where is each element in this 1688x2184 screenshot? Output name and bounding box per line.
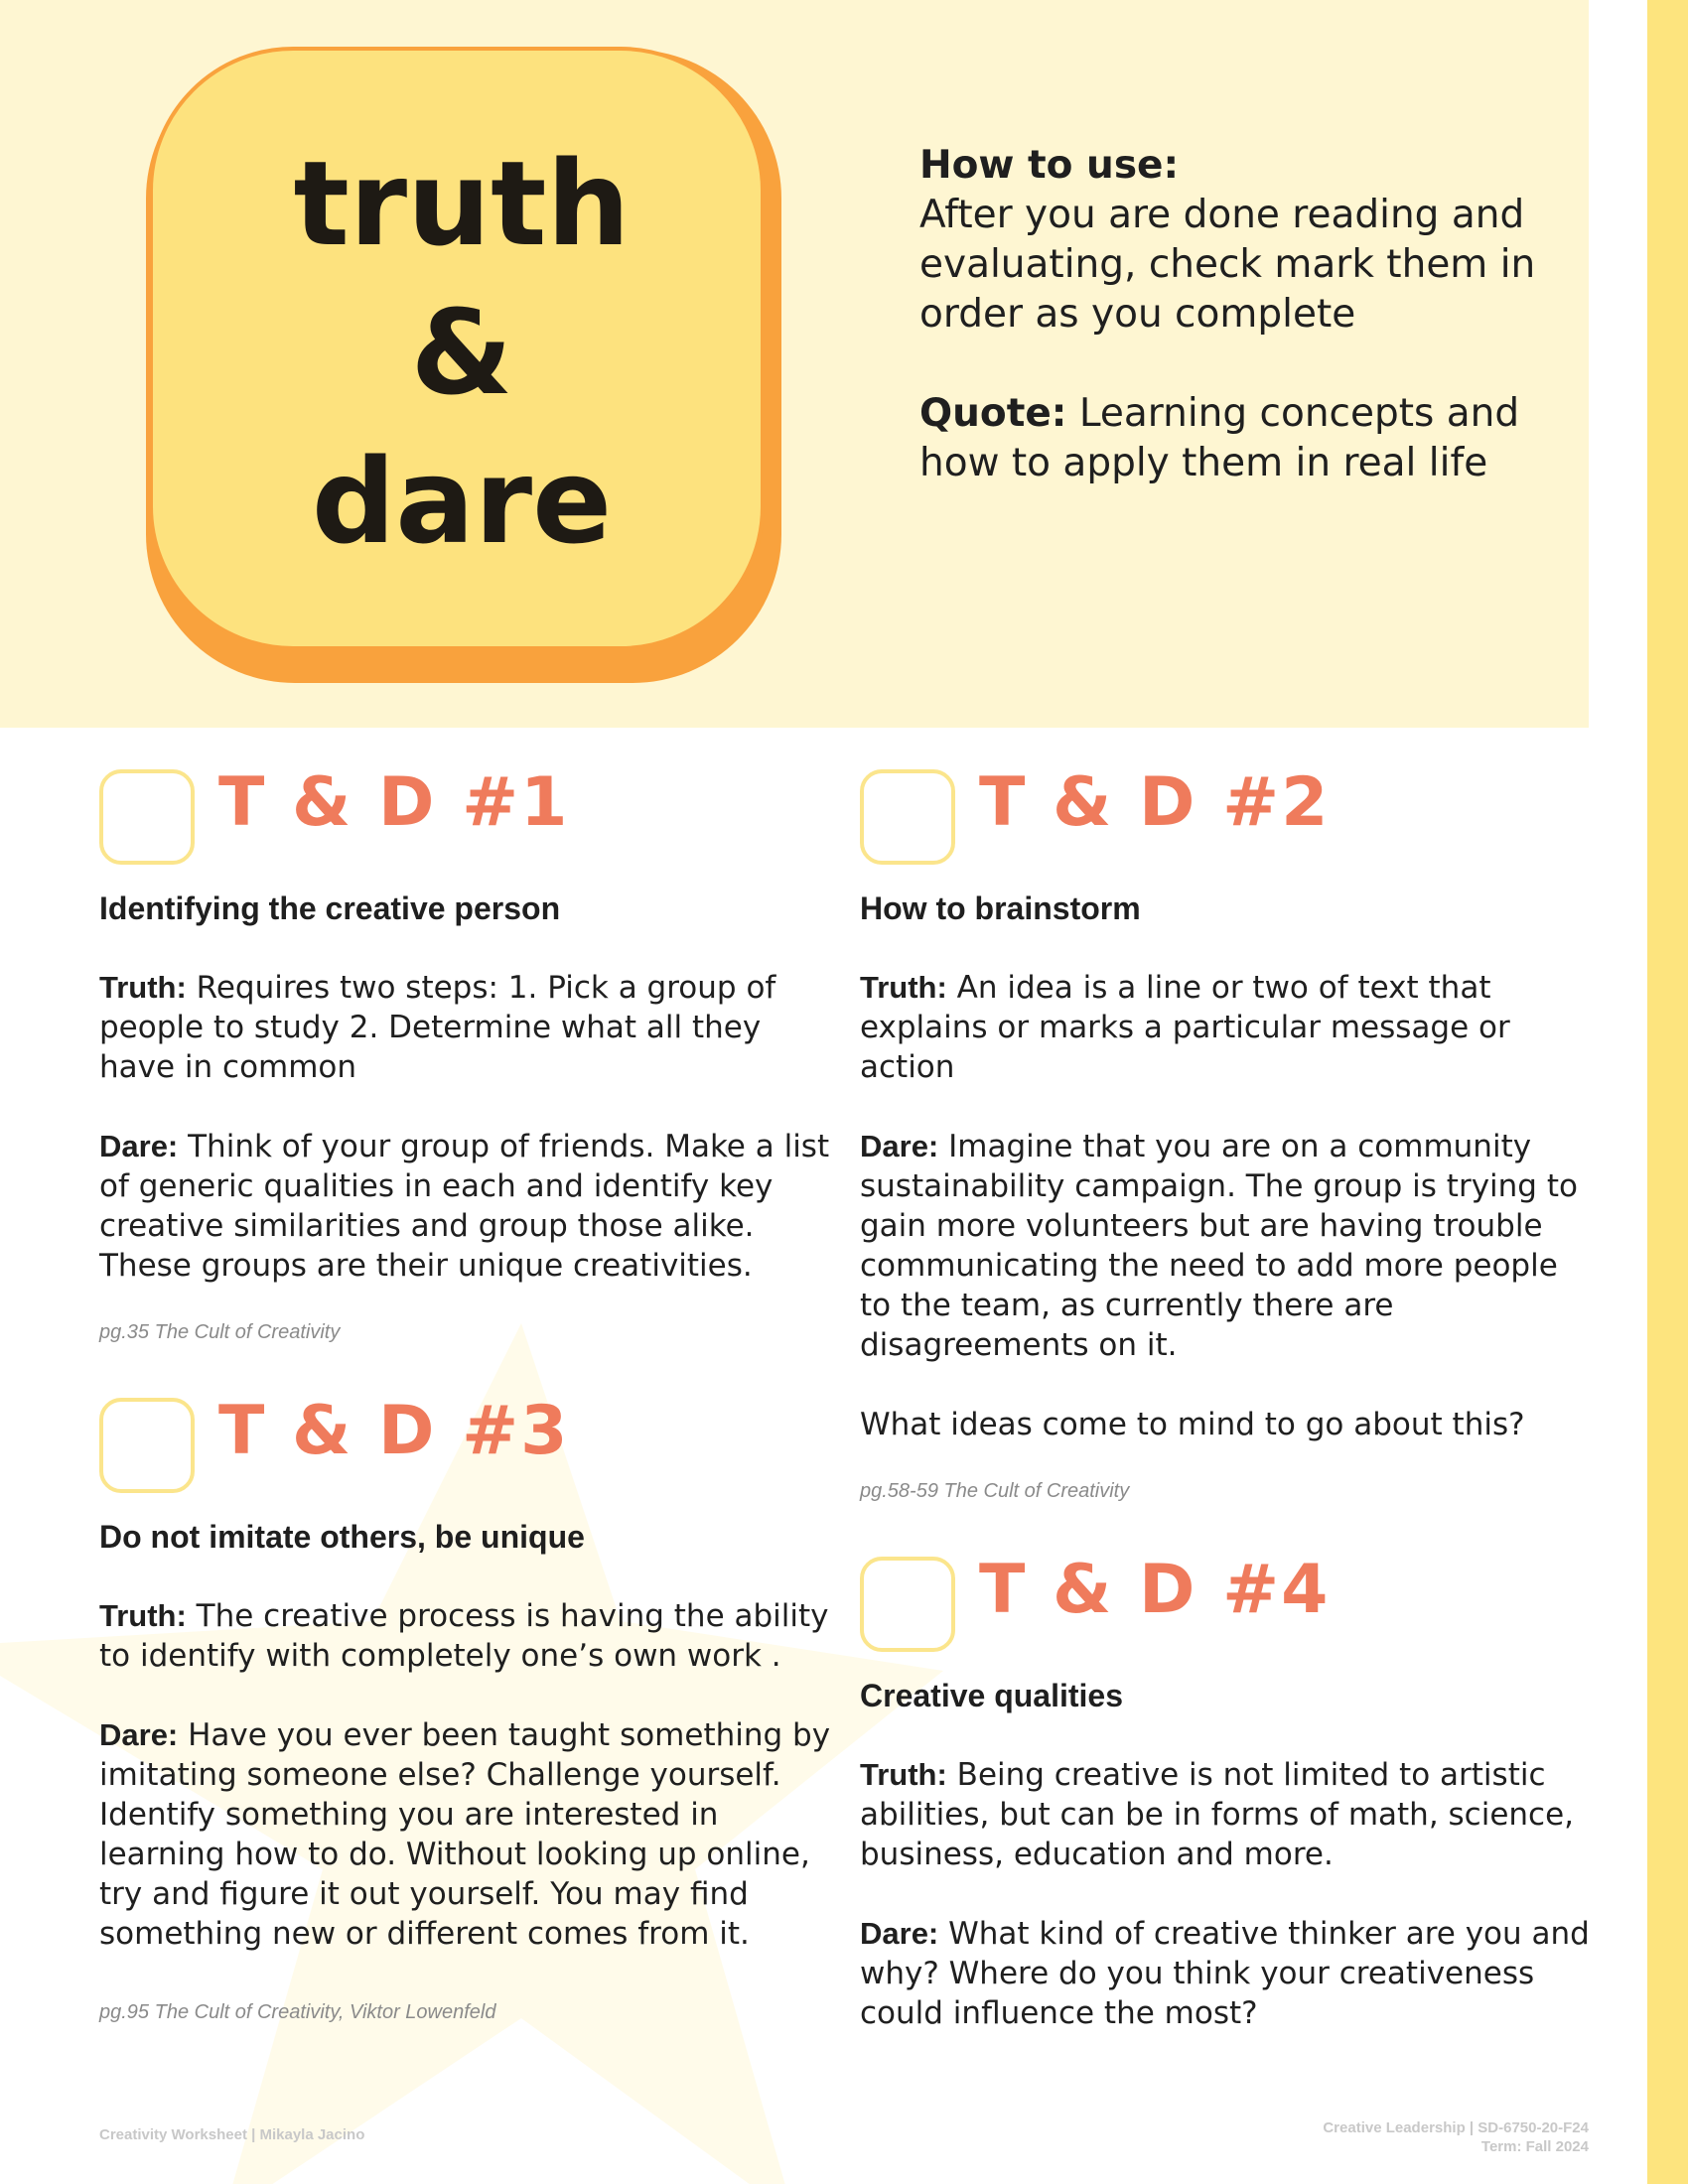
- truth-paragraph: [860, 1755, 1590, 1874]
- checkbox-td-1[interactable]: [99, 769, 195, 865]
- card-td-1: [99, 763, 834, 1344]
- extra-question: What ideas come to mind to go about this?: [860, 1407, 1525, 1442]
- card-td-2: [860, 763, 1590, 1503]
- truth-label: Truth:: [860, 1757, 947, 1792]
- logo-text: [149, 129, 774, 576]
- truth-paragraph: [99, 1596, 834, 1676]
- card-header: [860, 1551, 1590, 1656]
- truth-text: Requires two steps: 1. Pick a group of people to study 2. Determine what all they have in common: [99, 970, 776, 1085]
- source-citation: pg.35 The Cult of Creativity: [99, 1321, 341, 1343]
- dare-paragraph: [99, 1127, 834, 1286]
- card-title: T & D #2: [979, 763, 1331, 842]
- quote-text: Learning concepts and how to apply them in real life: [919, 391, 1520, 485]
- truth-text: An idea is a line or two of text that explains or marks a particular message or action: [860, 970, 1510, 1085]
- how-to-use-block: [919, 141, 1575, 538]
- dare-paragraph: [860, 1127, 1590, 1365]
- footer-left: Creativity Worksheet | Mikayla Jacino: [99, 2126, 365, 2143]
- dare-label: Dare:: [860, 1129, 939, 1163]
- footer-course: Creative Leadership | SD-6750-20-F24: [1323, 2119, 1589, 2136]
- how-to-use-text: After you are done reading and evaluating, check mark them in order as you complete: [919, 193, 1536, 337]
- card-subtitle: Do not imitate others, be unique: [99, 1519, 585, 1555]
- card-subtitle: Identifying the creative person: [99, 890, 561, 926]
- logo-line-truth: truth: [293, 135, 631, 272]
- footer-right: [1323, 2118, 1589, 2156]
- truth-text: The creative process is having the ability to identify with completely one’s own work .: [99, 1598, 829, 1674]
- dare-text: What kind of creative thinker are you and why? Where do you think your creativeness could influence the most?: [860, 1916, 1590, 2031]
- quote-paragraph: [919, 389, 1575, 488]
- checkbox-td-3[interactable]: [99, 1398, 195, 1493]
- source-citation: pg.95 The Cult of Creativity, Viktor Lowenfeld: [99, 2001, 496, 2023]
- logo-line-amp: &: [410, 284, 513, 421]
- how-to-use-label: How to use:: [919, 143, 1180, 188]
- checkbox-td-4[interactable]: [860, 1557, 955, 1652]
- card-title: T & D #4: [979, 1551, 1331, 1629]
- truth-label: Truth:: [860, 970, 947, 1005]
- truth-paragraph: [860, 968, 1590, 1087]
- card-subtitle: How to brainstorm: [860, 890, 1141, 926]
- card-subtitle: Creative qualities: [860, 1678, 1123, 1713]
- card-header: [860, 763, 1590, 869]
- card-td-4: [860, 1551, 1590, 2033]
- card-title: T & D #1: [218, 763, 570, 842]
- truth-paragraph: [99, 968, 834, 1087]
- how-to-use-paragraph: [919, 141, 1575, 340]
- logo-line-dare: dare: [311, 433, 613, 570]
- dare-label: Dare:: [99, 1717, 179, 1752]
- dare-text: Imagine that you are on a community sustainability campaign. The group is trying to gain more volunteers but are having trouble communicating the need to add more people to the team, as currently there are disagreements on it.: [860, 1129, 1578, 1363]
- quote-label: Quote:: [919, 391, 1067, 436]
- card-header: [99, 1392, 834, 1497]
- dare-text: Think of your group of friends. Make a list of generic qualities in each and identify key creative similarities and group those alike. These groups are their unique creativities.: [99, 1129, 830, 1284]
- right-accent-stripe: [1647, 0, 1688, 2184]
- dare-label: Dare:: [860, 1916, 939, 1951]
- card-td-3: [99, 1392, 834, 2024]
- card-header: [99, 763, 834, 869]
- dare-paragraph: [860, 1914, 1590, 2033]
- truth-label: Truth:: [99, 1598, 187, 1633]
- dare-text: Have you ever been taught something by imitating someone else? Challenge yourself. Identify something you are interested in learning how to do. Without looking up online, try and figure it out yourself. You may find something new or different comes from it.: [99, 1717, 831, 1952]
- card-title: T & D #3: [218, 1392, 570, 1470]
- truth-label: Truth:: [99, 970, 187, 1005]
- source-citation: pg.58-59 The Cult of Creativity: [860, 1480, 1130, 1502]
- checkbox-td-2[interactable]: [860, 769, 955, 865]
- dare-label: Dare:: [99, 1129, 179, 1163]
- truth-text: Being creative is not limited to artistic abilities, but can be in forms of math, science, business, education and more.: [860, 1757, 1575, 1872]
- dare-paragraph: [99, 1715, 834, 1954]
- footer-term: Term: Fall 2024: [1480, 2138, 1589, 2155]
